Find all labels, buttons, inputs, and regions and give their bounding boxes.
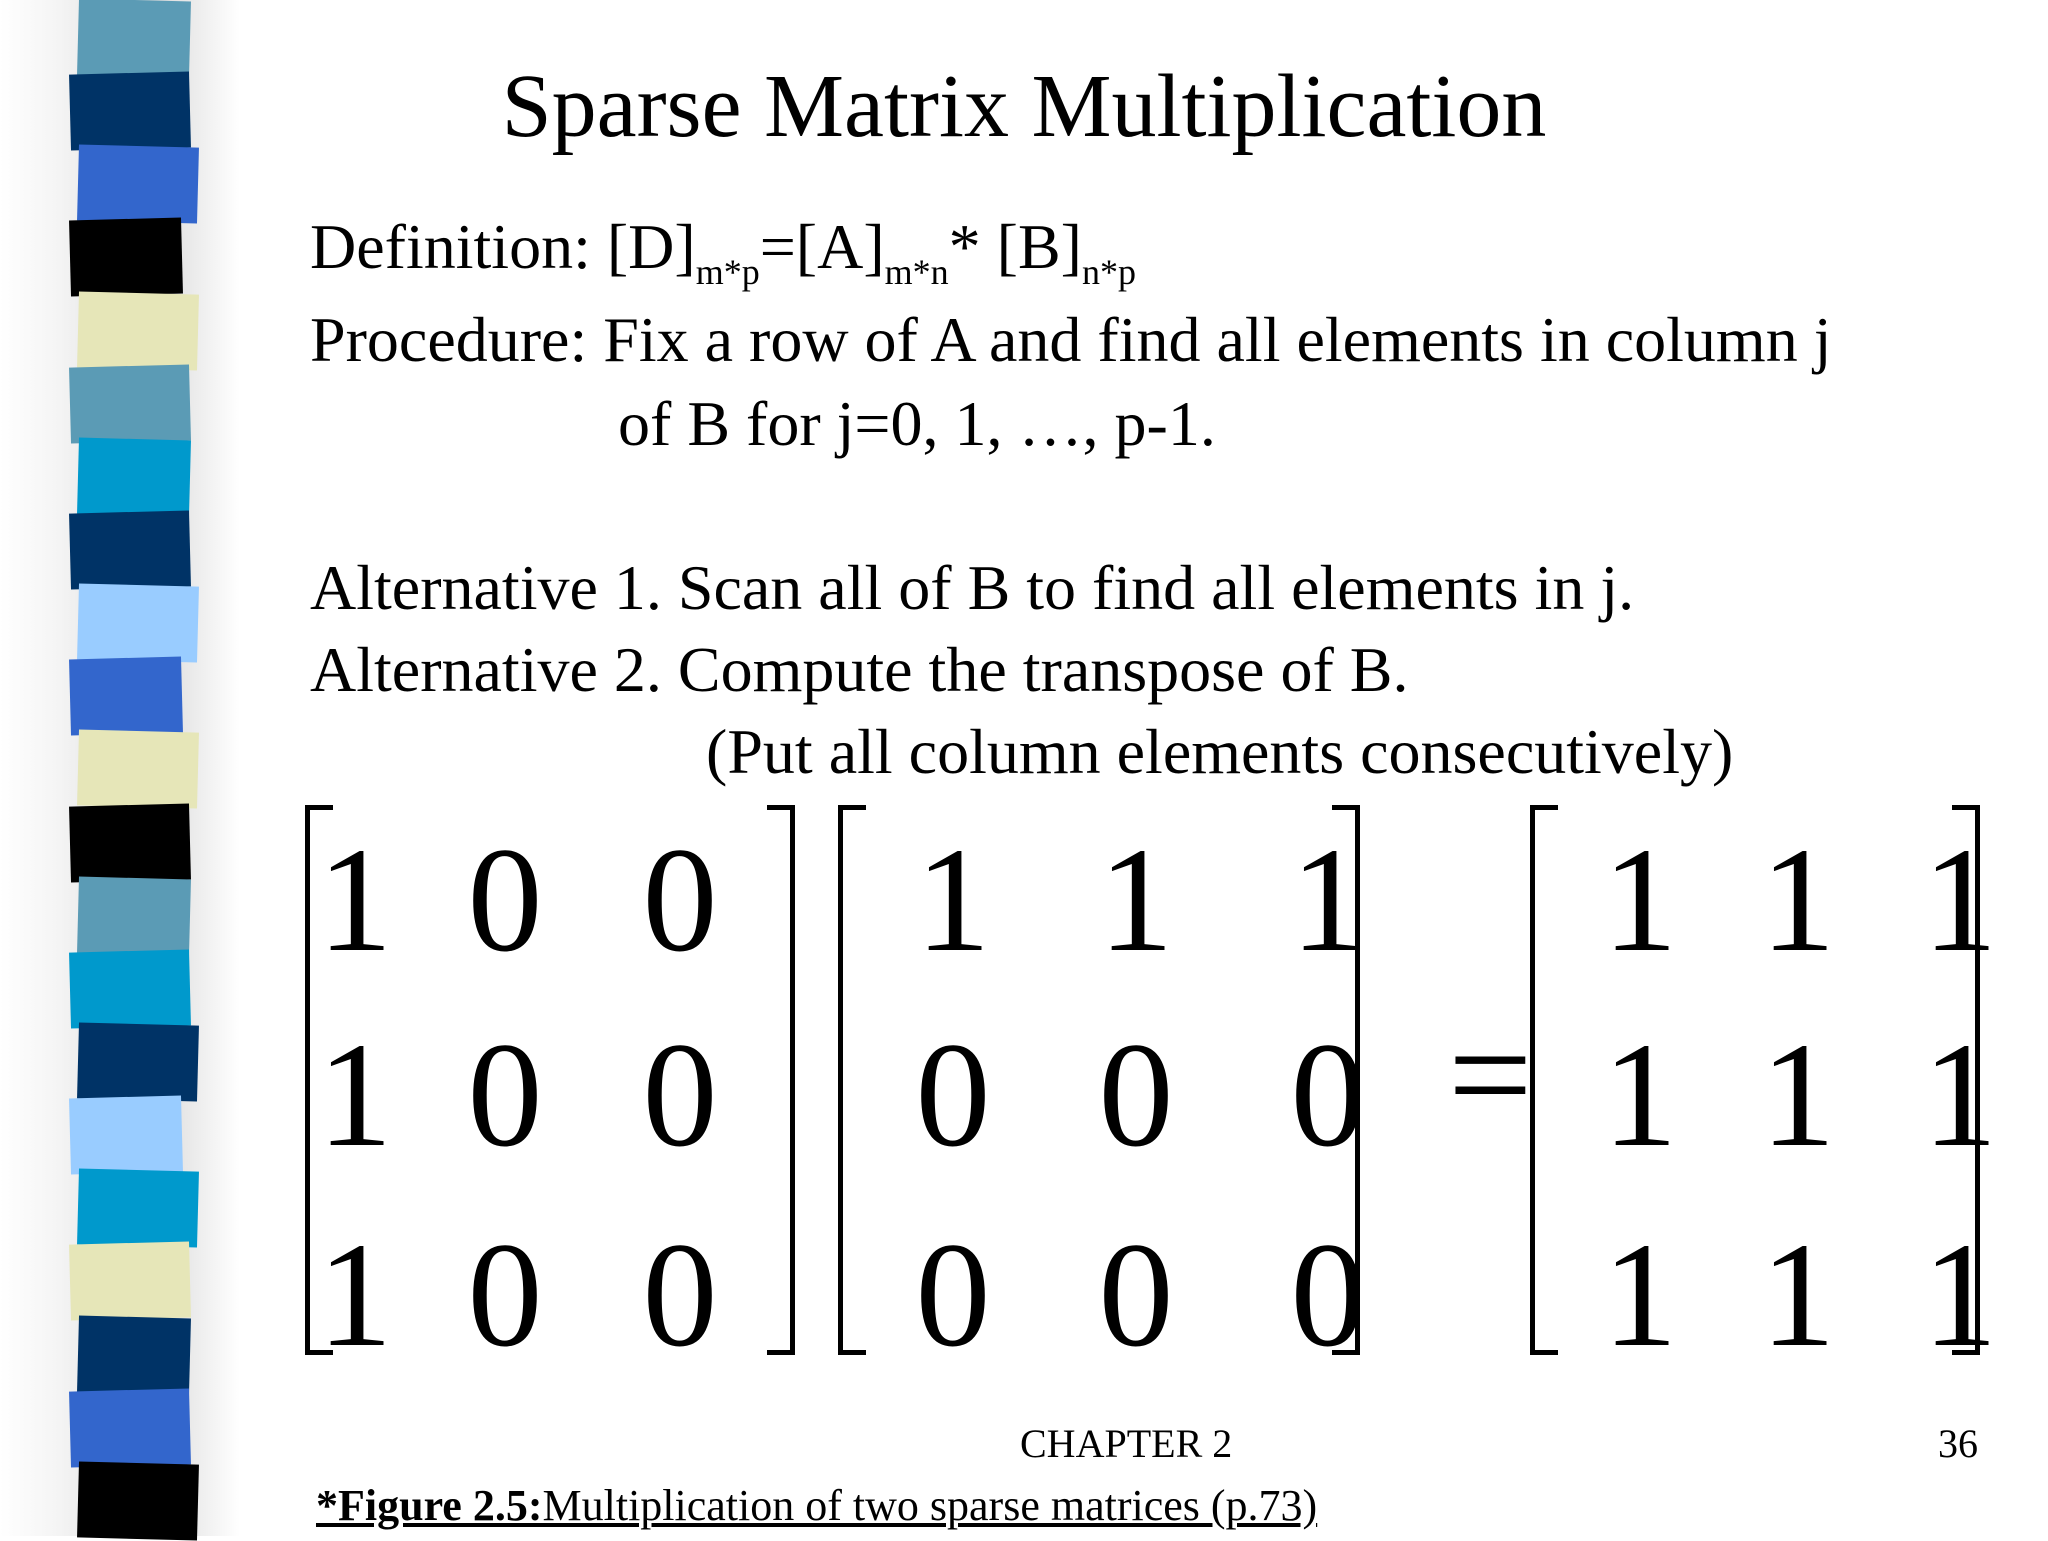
caption-label: *Figure 2.5: xyxy=(316,1481,543,1530)
strip-segment xyxy=(69,218,183,297)
definition-subscript-d: m*p xyxy=(695,252,760,292)
matrix-b-cell-r1-c0: 0 xyxy=(915,1012,991,1178)
strip-segment xyxy=(69,1096,183,1175)
matrix-d-cell-r2-c2: 1 xyxy=(1922,1212,1998,1378)
matrix-a-right-bracket xyxy=(767,805,795,1355)
matrix-d-cell-r1-c2: 1 xyxy=(1922,1012,1998,1178)
matrix-b-cell-r2-c2: 0 xyxy=(1290,1212,1366,1378)
figure-caption xyxy=(316,1480,1317,1531)
caption-text: Multiplication of two sparse matrices (p.73) xyxy=(542,1481,1318,1530)
strip-segment xyxy=(77,729,199,808)
matrix-a-cell-r0-c2: 0 xyxy=(642,817,718,983)
definition-times-b: * [B] xyxy=(948,211,1082,282)
matrix-d xyxy=(1530,805,1998,1378)
matrix-b-cell-r1-c2: 0 xyxy=(1290,1012,1366,1178)
strip-segment xyxy=(69,1241,191,1320)
strip-segment xyxy=(77,1316,191,1395)
matrix-a-cell-r2-c0: 1 xyxy=(317,1212,393,1378)
matrix-d-cell-r0-c1: 1 xyxy=(1760,817,1836,983)
matrix-b-left-bracket xyxy=(838,805,866,1355)
matrix-b-cell-r0-c2: 1 xyxy=(1290,817,1366,983)
strip-segment xyxy=(69,657,183,736)
matrix-a-cell-r1-c0: 1 xyxy=(317,1012,393,1178)
page-number: 36 xyxy=(1938,1421,1978,1466)
matrix-b xyxy=(838,805,1366,1378)
definition-line xyxy=(310,211,1136,292)
strip-segment xyxy=(77,291,199,370)
strip-segment xyxy=(69,803,191,882)
strip-segment xyxy=(69,949,191,1028)
matrix-d-cell-r1-c0: 1 xyxy=(1602,1012,1678,1178)
matrix-b-cell-r1-c1: 0 xyxy=(1098,1012,1174,1178)
definition-equals-a: =[A] xyxy=(759,211,885,282)
matrix-d-cell-r2-c0: 1 xyxy=(1602,1212,1678,1378)
matrix-d-left-bracket xyxy=(1530,805,1558,1355)
alternative-2-note: (Put all column elements consecutively) xyxy=(706,716,1734,787)
matrix-d-cell-r0-c2: 1 xyxy=(1922,817,1998,983)
equals-sign: = xyxy=(1448,992,1533,1158)
matrix-b-cell-r2-c1: 0 xyxy=(1098,1212,1174,1378)
slide-title: Sparse Matrix Multiplication xyxy=(501,57,1547,156)
definition-subscript-b: n*p xyxy=(1081,252,1136,292)
decorative-color-strip xyxy=(0,0,260,1536)
strip-segment xyxy=(69,510,191,589)
matrix-d-cell-r1-c1: 1 xyxy=(1760,1012,1836,1178)
matrix-b-cell-r0-c1: 1 xyxy=(1098,817,1174,983)
procedure-line-1: Procedure: Fix a row of A and find all elements in column j xyxy=(310,304,1832,375)
strip-segment xyxy=(69,364,191,443)
matrix-b-cell-r0-c0: 1 xyxy=(915,817,991,983)
matrix-a-cell-r0-c0: 1 xyxy=(317,817,393,983)
matrix-a-cell-r2-c2: 0 xyxy=(642,1212,718,1378)
matrix-a-cell-r0-c1: 0 xyxy=(467,817,543,983)
matrix-a-cell-r2-c1: 0 xyxy=(467,1212,543,1378)
strip-segment xyxy=(77,583,199,662)
matrix-a-cell-r1-c1: 0 xyxy=(467,1012,543,1178)
matrix-a xyxy=(305,805,795,1378)
matrix-b-cell-r2-c0: 0 xyxy=(915,1212,991,1378)
strip-segment xyxy=(77,1168,199,1247)
strip-segment xyxy=(77,1461,199,1540)
alternative-2: Alternative 2. Compute the transpose of B. xyxy=(310,634,1409,705)
strip-segment xyxy=(69,1388,191,1467)
strip-segment xyxy=(77,1022,199,1101)
definition-subscript-a: m*n xyxy=(884,252,949,292)
strip-segment xyxy=(77,877,191,956)
footer-chapter: CHAPTER 2 xyxy=(1020,1421,1233,1466)
procedure-line-2: of B for j=0, 1, …, p-1. xyxy=(618,388,1216,459)
alternative-1: Alternative 1. Scan all of B to find all elements in j. xyxy=(310,552,1635,623)
strip-segment xyxy=(77,438,191,517)
matrix-a-cell-r1-c2: 0 xyxy=(642,1012,718,1178)
matrix-d-cell-r2-c1: 1 xyxy=(1760,1212,1836,1378)
definition-prefix: Definition: [D] xyxy=(310,211,696,282)
matrix-d-cell-r0-c0: 1 xyxy=(1602,817,1678,983)
